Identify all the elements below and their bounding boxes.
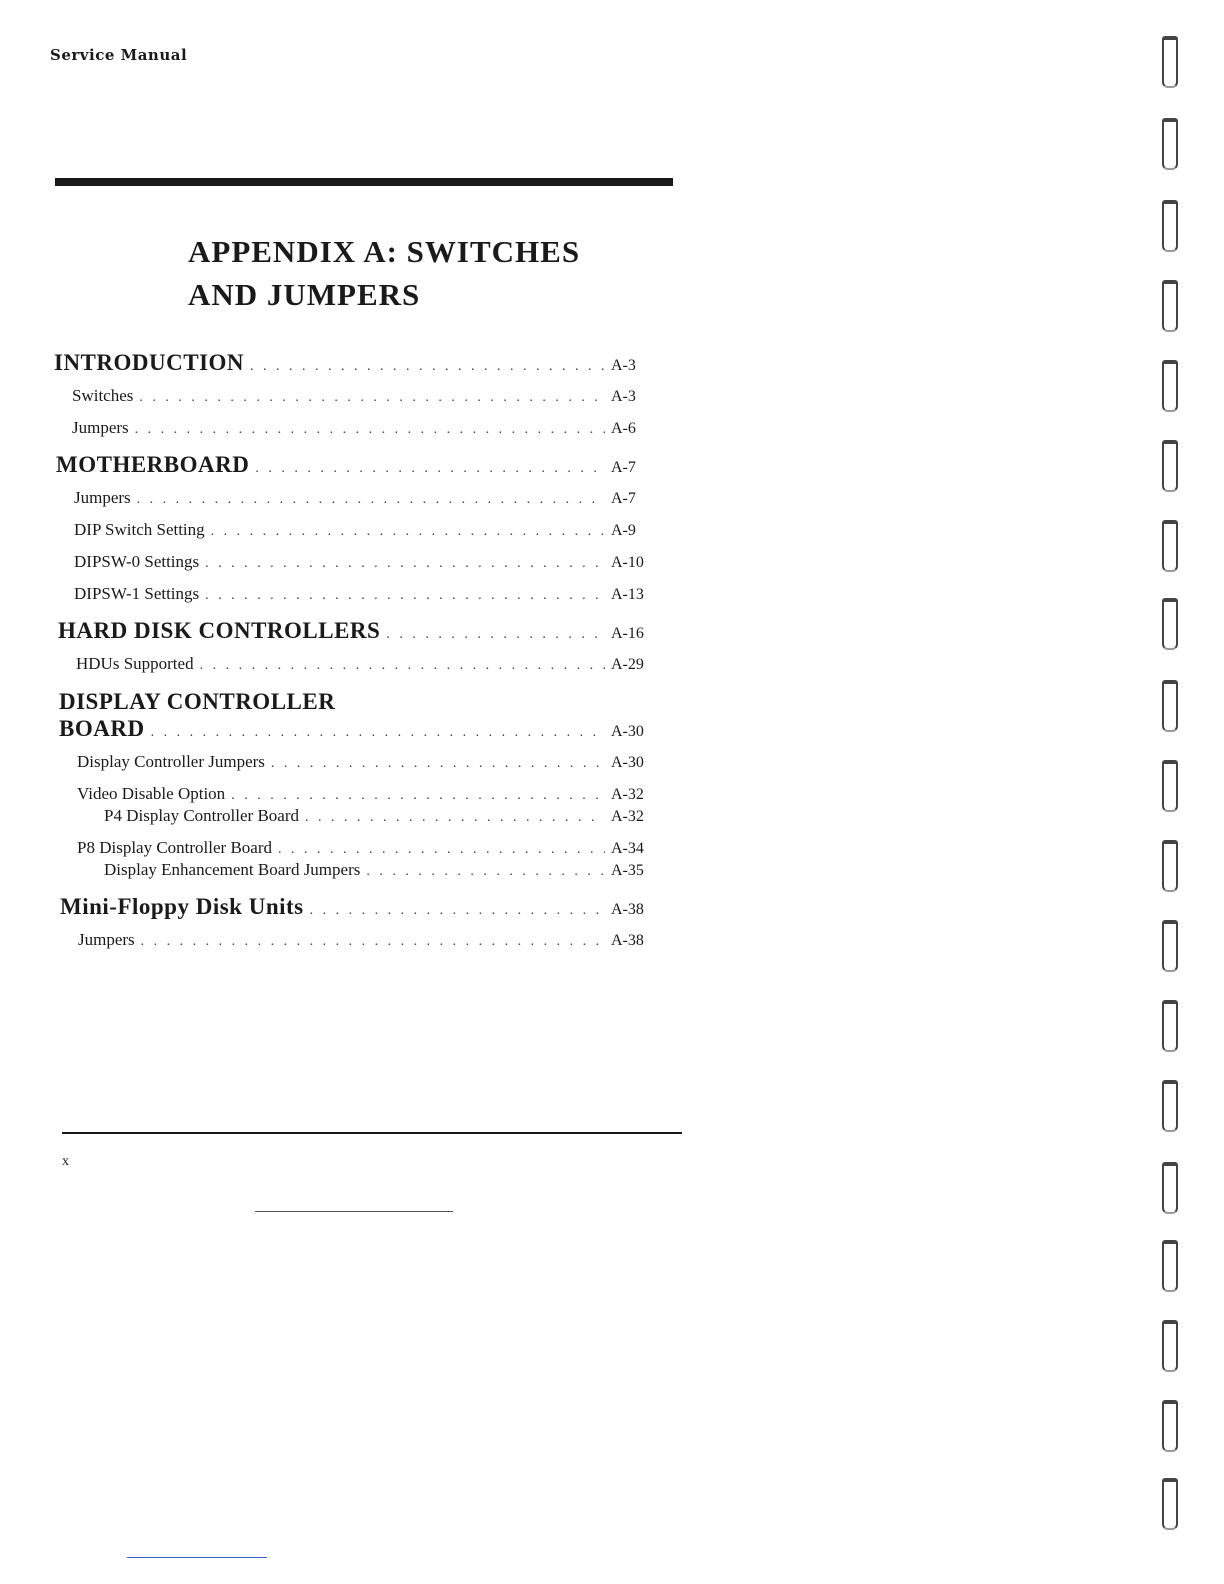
toc-section-hard-disk-controllers	[54, 618, 659, 674]
binder-hole	[1162, 760, 1178, 812]
toc-page-number: A-29	[611, 656, 644, 673]
dot-leader	[200, 658, 605, 674]
toc-section-title: BOARD	[59, 716, 145, 741]
toc-section-title: Mini-Floppy Disk Units	[60, 894, 304, 919]
dot-leader	[366, 864, 605, 880]
binder-hole	[1162, 520, 1178, 572]
dot-leader	[310, 903, 605, 919]
running-head: Service Manual	[50, 46, 188, 64]
toc-section-display-controller-board	[54, 688, 659, 880]
title-line-2: AND JUMPERS	[188, 277, 421, 312]
toc-section-title: MOTHERBOARD	[56, 452, 250, 477]
toc-section-motherboard	[54, 452, 659, 604]
dot-leader	[305, 810, 605, 826]
dot-leader	[205, 588, 605, 604]
toc-section-heading	[60, 894, 659, 920]
dot-leader	[205, 556, 605, 572]
toc-entry	[59, 838, 659, 858]
toc-entry-title: DIP Switch Setting	[74, 520, 205, 539]
binder-hole	[1162, 840, 1178, 892]
toc-section-heading	[59, 716, 659, 742]
dot-leader	[137, 492, 605, 508]
toc-section-mini-floppy-disk-units	[54, 894, 659, 950]
toc-page-number: A-38	[611, 932, 644, 949]
binder-hole	[1162, 280, 1178, 332]
toc-page-number: A-7	[611, 459, 636, 476]
toc-page-number: A-34	[611, 840, 644, 857]
toc-section-title: INTRODUCTION	[54, 350, 245, 375]
toc-section-heading-line-1: DISPLAY CONTROLLER	[59, 689, 336, 714]
toc-entry-title: Jumpers	[74, 488, 131, 507]
binder-hole	[1162, 1320, 1178, 1372]
binder-hole	[1162, 1162, 1178, 1214]
top-rule	[55, 178, 673, 186]
toc-page-number: A-10	[611, 554, 644, 571]
toc-section-title: HARD DISK CONTROLLERS	[58, 618, 381, 643]
binder-hole	[1162, 440, 1178, 492]
toc-entry	[58, 654, 659, 674]
toc-entry	[59, 784, 659, 804]
toc-entry	[56, 520, 659, 540]
toc-page-number: A-32	[611, 786, 644, 803]
toc-entry-title: Jumpers	[72, 418, 129, 437]
toc-entry-title: Display Controller Jumpers	[77, 752, 265, 771]
binder-hole	[1162, 360, 1178, 412]
dot-leader	[271, 756, 605, 772]
toc-page-number: A-38	[611, 901, 644, 918]
dot-leader	[255, 461, 605, 477]
toc-section-heading	[56, 452, 659, 478]
binder-hole	[1162, 1080, 1178, 1132]
toc-entry-title: Switches	[72, 386, 134, 405]
stray-link-line	[127, 1557, 267, 1558]
toc-entry-title: Jumpers	[78, 930, 135, 949]
toc-entry	[60, 930, 659, 950]
binder-hole	[1162, 1240, 1178, 1292]
toc-page-number: A-3	[611, 357, 636, 374]
binder-hole	[1162, 1478, 1178, 1530]
toc-section-introduction	[54, 350, 659, 438]
toc-entry	[59, 752, 659, 772]
dot-leader	[278, 842, 605, 858]
bottom-rule	[62, 1132, 682, 1134]
toc-entry-title: Video Disable Option	[77, 784, 226, 803]
toc-section-heading	[54, 350, 659, 376]
toc-entry	[54, 418, 659, 438]
title-line-1: APPENDIX A: SWITCHES	[188, 234, 581, 269]
toc-entry-title: P8 Display Controller Board	[77, 838, 273, 857]
dot-leader	[250, 359, 605, 375]
toc-entry	[56, 552, 659, 572]
dot-leader	[211, 524, 605, 540]
binder-hole	[1162, 598, 1178, 650]
toc-page-number: A-6	[611, 420, 636, 437]
dot-leader	[141, 934, 605, 950]
toc-page-number: A-16	[611, 625, 644, 642]
toc-page-number: A-9	[611, 522, 636, 539]
toc-entry-title: P4 Display Controller Board	[104, 806, 300, 825]
binder-hole	[1162, 1000, 1178, 1052]
toc-entry-title: Display Enhancement Board Jumpers	[104, 860, 361, 879]
dot-leader	[386, 627, 605, 643]
toc-entry	[56, 488, 659, 508]
binder-hole	[1162, 200, 1178, 252]
dot-leader	[231, 788, 605, 804]
toc-entry-title: DIPSW-0 Settings	[74, 552, 200, 571]
page-folio: x	[62, 1154, 69, 1169]
dot-leader	[139, 390, 605, 406]
binder-hole	[1162, 680, 1178, 732]
table-of-contents	[54, 350, 659, 964]
toc-entry	[59, 860, 659, 880]
dot-leader	[151, 725, 605, 741]
binder-hole	[1162, 118, 1178, 170]
stray-rule	[255, 1211, 453, 1212]
toc-entry	[56, 584, 659, 604]
toc-page-number: A-13	[611, 586, 644, 603]
toc-page-number: A-32	[611, 808, 644, 825]
toc-entry	[54, 386, 659, 406]
toc-page-number: A-3	[611, 388, 636, 405]
toc-page-number: A-7	[611, 490, 636, 507]
binder-hole	[1162, 920, 1178, 972]
toc-page-number: A-30	[611, 754, 644, 771]
toc-entry-title: HDUs Supported	[76, 654, 194, 673]
binder-hole	[1162, 36, 1178, 88]
toc-entry	[59, 806, 659, 826]
binder-holes	[1158, 30, 1188, 1570]
binder-hole	[1162, 1400, 1178, 1452]
toc-page-number: A-30	[611, 723, 644, 740]
toc-entry-title: DIPSW-1 Settings	[74, 584, 200, 603]
appendix-title	[188, 230, 580, 316]
toc-section-heading	[58, 618, 659, 644]
toc-page-number: A-35	[611, 862, 644, 879]
dot-leader	[135, 422, 605, 438]
